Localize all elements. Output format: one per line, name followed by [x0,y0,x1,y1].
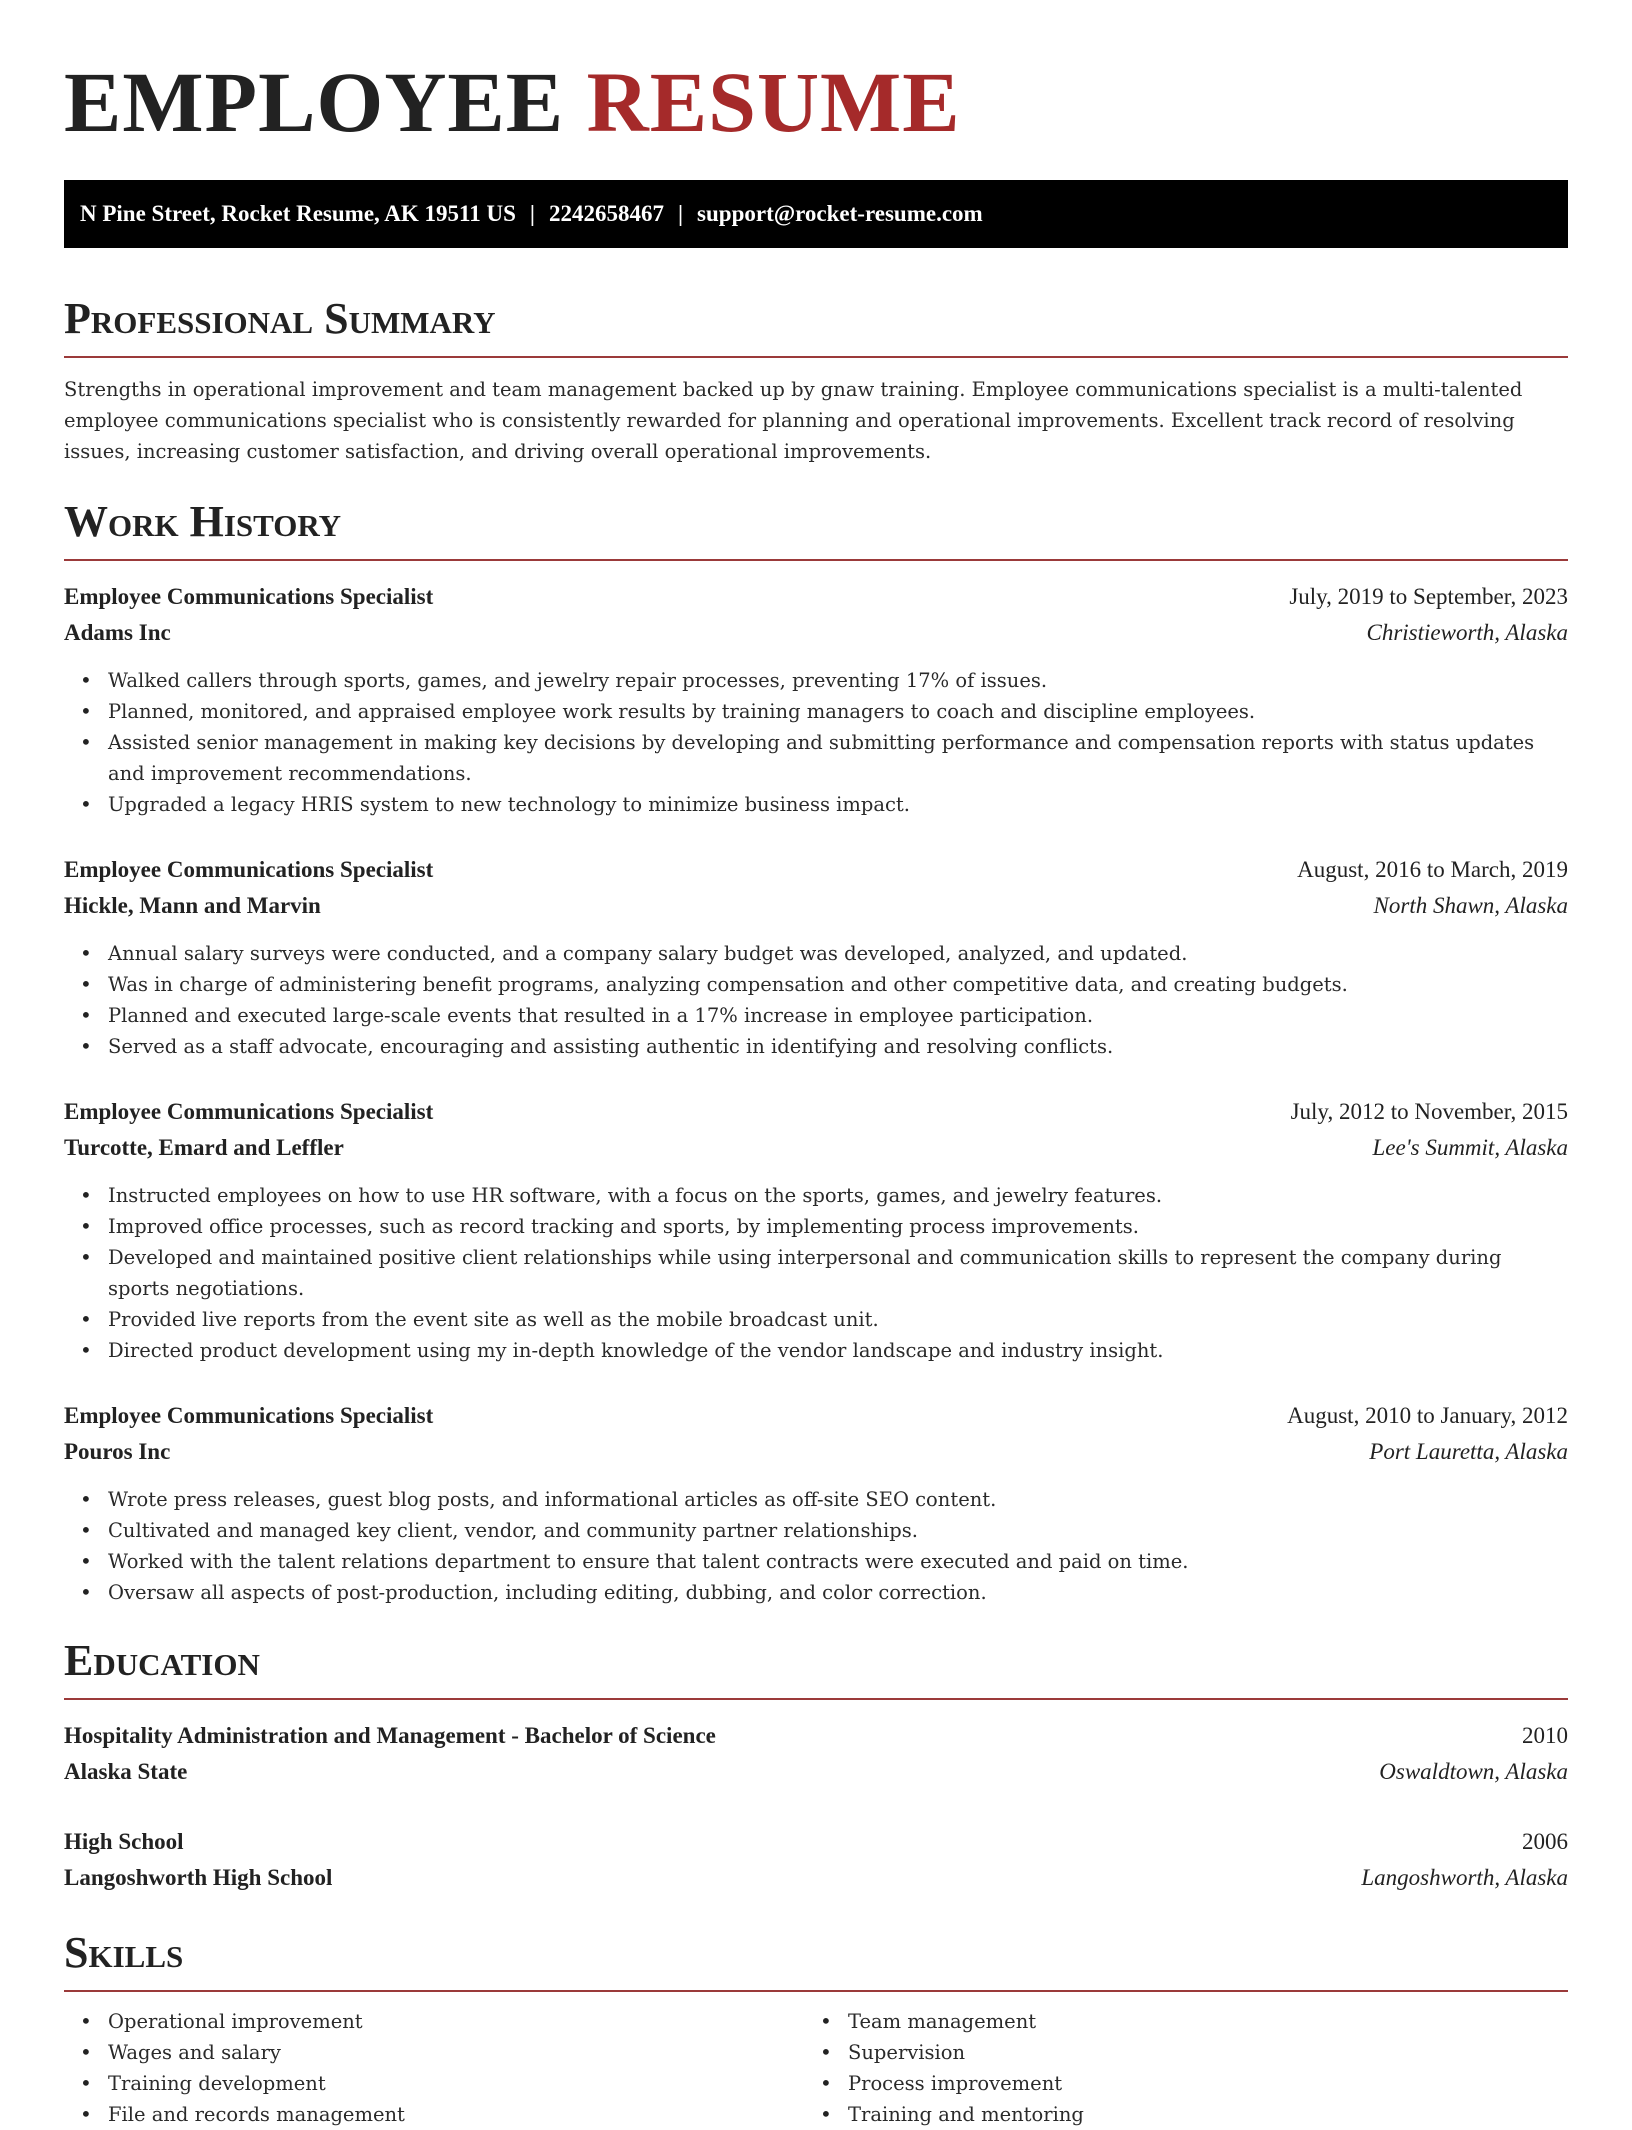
contact-email[interactable]: support@rocket-resume.com [697,201,983,226]
skills-list-left [64,2006,804,2130]
job-bullet: • Provided live reports from the event site as well as the mobile broadcast unit. [64,1304,1568,1335]
education-school-row [64,1860,1568,1896]
skills-heading: Skills [64,1926,1568,1992]
skills-list-right [804,2006,1544,2130]
job-bullet: • Instructed employees on how to use HR software, with a focus on the sports, games, and jewelry features. [64,1180,1568,1211]
job-bullet: • Walked callers through sports, games, and jewelry repair processes, preventing 17% of issues. [64,665,1568,696]
work-history-heading: Work History [64,495,1568,561]
education-year: 2006 [1522,1829,1568,1854]
education-section [64,1634,1568,1896]
skill-item: • Process improvement [804,2068,1544,2099]
education-school: Alaska State [64,1759,188,1784]
job-company-row [64,1130,1568,1166]
contact-separator: | [529,201,535,226]
job-dates: August, 2016 to March, 2019 [1297,857,1568,882]
job-bullets [64,665,1568,820]
education-location: Oswaldtown, Alaska [1379,1759,1568,1784]
job-bullets [64,938,1568,1062]
job-location: North Shawn, Alaska [1373,893,1568,918]
work-history-section [64,495,1568,1608]
job-company: Adams Inc [64,620,171,645]
job-dates: July, 2012 to November, 2015 [1290,1099,1568,1124]
job-company: Turcotte, Emard and Leffler [64,1135,344,1160]
job-location: Lee's Summit, Alaska [1372,1135,1568,1160]
job-company-row [64,888,1568,924]
skill-item: • Training development [64,2068,804,2099]
skill-item: • Training and mentoring [804,2099,1544,2130]
job-location: Port Lauretta, Alaska [1369,1439,1568,1464]
skills-section [64,1926,1568,2130]
job-bullet: • Improved office processes, such as record tracking and sports, by implementing process improvements. [64,1211,1568,1242]
skill-item: • Supervision [804,2037,1544,2068]
job-header-row [64,852,1568,888]
job-location: Christieworth, Alaska [1366,620,1568,645]
job-company: Hickle, Mann and Marvin [64,893,321,918]
job-company-row [64,615,1568,651]
skill-item: • Operational improvement [64,2006,804,2037]
job-title: Employee Communications Specialist [64,857,434,882]
job-header-row [64,579,1568,615]
job-bullet: • Upgraded a legacy HRIS system to new technology to minimize business impact. [64,789,1568,820]
job-bullet: • Directed product development using my in-depth knowledge of the vendor landscape and industry insight. [64,1335,1568,1366]
summary-heading: Professional Summary [64,292,1568,358]
job-bullet: • Developed and maintained positive client relationships while using interpersonal and communication skills to represent the company during sports negotiations. [64,1242,1568,1304]
job-bullet: • Assisted senior management in making key decisions by developing and submitting performance and compensation reports with status updates and improvement recommendations. [64,727,1568,789]
skills-grid [64,2006,1568,2130]
job-entry [64,1398,1568,1608]
title-part-employee: EMPLOYEE [64,54,565,150]
education-school: Langoshworth High School [64,1865,333,1890]
education-degree: High School [64,1829,184,1854]
education-heading: Education [64,1634,1568,1700]
title-part-resume: RESUME [586,54,961,150]
education-degree-row [64,1718,1568,1754]
contact-phone: 2242658467 [548,201,664,226]
job-bullet: • Served as a staff advocate, encouraging and assisting authentic in identifying and resolving conflicts. [64,1031,1568,1062]
job-bullets [64,1484,1568,1608]
education-year: 2010 [1522,1723,1568,1748]
education-entry [64,1824,1568,1896]
job-dates: August, 2010 to January, 2012 [1287,1403,1568,1428]
job-entry [64,579,1568,820]
job-bullets [64,1180,1568,1366]
summary-text: Strengths in operational improvement and team management backed up by gnaw training. Employee communications specialist is a multi-talented employee communications specialist who is consistently rewarded for planning and operational improvements. Excellent track record of resolving issues, increasing customer satisfaction, and driving overall operational improvements. [64,378,1523,463]
skill-item: • File and records management [64,2099,804,2130]
skill-item: • Wages and salary [64,2037,804,2068]
contact-bar [64,180,1568,248]
education-location: Langoshworth, Alaska [1361,1865,1568,1890]
skill-item: • Team management [804,2006,1544,2037]
job-title: Employee Communications Specialist [64,1403,434,1428]
summary-section [64,292,1568,467]
contact-address: N Pine Street, Rocket Resume, AK 19511 US [80,201,516,226]
job-dates: July, 2019 to September, 2023 [1289,584,1568,609]
resume-title [64,52,1568,152]
job-title: Employee Communications Specialist [64,1099,434,1124]
job-bullet: • Cultivated and managed key client, vendor, and community partner relationships. [64,1515,1568,1546]
job-bullet: • Worked with the talent relations department to ensure that talent contracts were executed and paid on time. [64,1546,1568,1577]
job-bullet: • Was in charge of administering benefit programs, analyzing compensation and other competitive data, and creating budgets. [64,969,1568,1000]
job-header-row [64,1398,1568,1434]
job-entry [64,852,1568,1062]
education-school-row [64,1754,1568,1790]
education-entry [64,1718,1568,1790]
job-bullet: • Planned and executed large-scale events that resulted in a 17% increase in employee participation. [64,1000,1568,1031]
job-bullet: • Wrote press releases, guest blog posts, and informational articles as off-site SEO content. [64,1484,1568,1515]
job-header-row [64,1094,1568,1130]
job-title: Employee Communications Specialist [64,584,434,609]
job-bullet: • Annual salary surveys were conducted, and a company salary budget was developed, analyzed, and updated. [64,938,1568,969]
job-company: Pouros Inc [64,1439,171,1464]
job-company-row [64,1434,1568,1470]
job-bullet: • Planned, monitored, and appraised employee work results by training managers to coach and discipline employees. [64,696,1568,727]
education-degree-row [64,1824,1568,1860]
job-entry [64,1094,1568,1366]
education-degree: Hospitality Administration and Management - Bachelor of Science [64,1723,716,1748]
contact-separator: | [677,201,684,226]
job-bullet: • Oversaw all aspects of post-production, including editing, dubbing, and color correction. [64,1577,1568,1608]
